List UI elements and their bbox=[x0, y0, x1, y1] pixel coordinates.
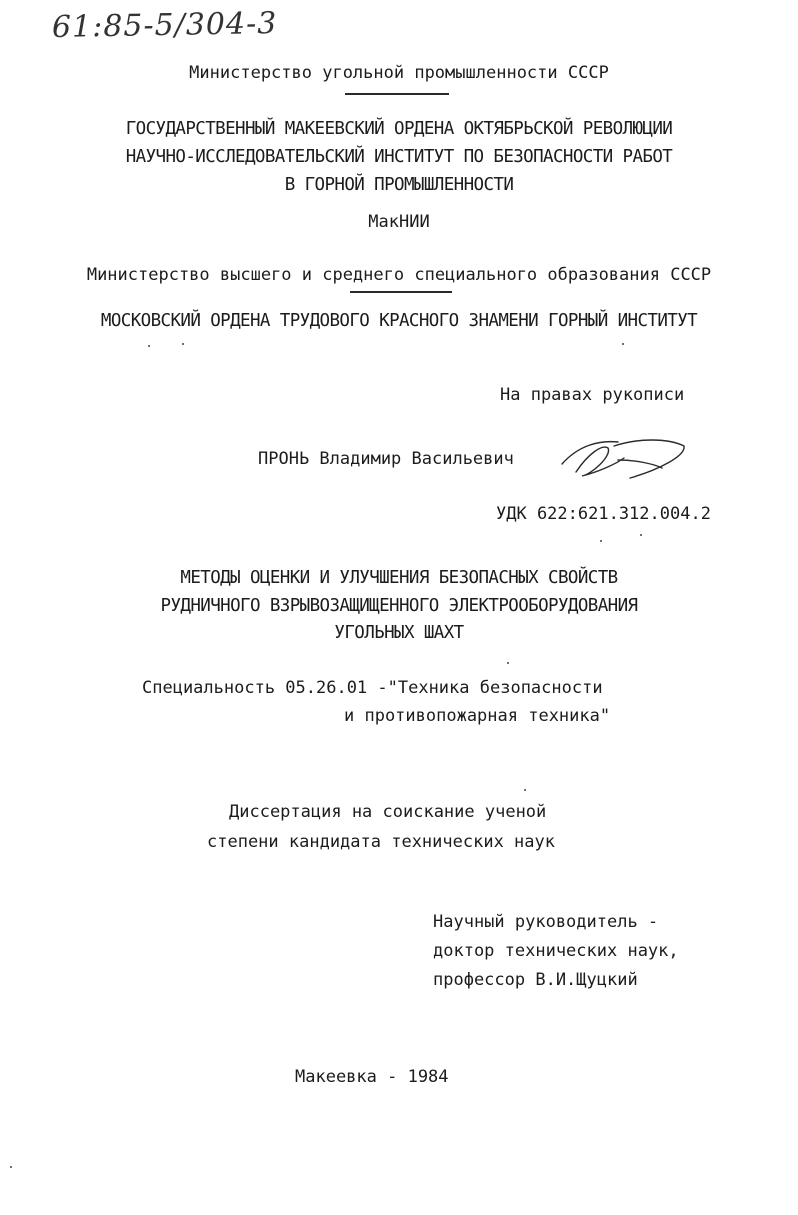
divider-rule bbox=[345, 93, 449, 95]
udk-code: УДК 622:621.312.004.2 bbox=[496, 504, 711, 524]
scan-speck bbox=[507, 662, 509, 664]
title-line-1: МЕТОДЫ ОЦЕНКИ И УЛУЧШЕНИЯ БЕЗОПАСНЫХ СВОЙСТВ bbox=[180, 568, 618, 588]
scan-speck bbox=[600, 540, 602, 542]
title-line-3: УГОЛЬНЫХ ШАХТ bbox=[334, 623, 464, 643]
supervisor-line-1: Научный руководитель - bbox=[433, 912, 659, 932]
ministry-education: Министерство высшего и среднего специального образования СССР bbox=[86, 265, 712, 285]
author-name: ПРОНЬ Владимир Васильевич bbox=[258, 449, 514, 469]
archive-number-handwritten: 61:85-5/304-3 bbox=[51, 6, 278, 45]
institute-1-line-3: В ГОРНОЙ ПРОМЫШЛЕННОСТИ bbox=[284, 175, 514, 195]
scan-speck bbox=[10, 1166, 12, 1168]
scan-speck bbox=[148, 345, 150, 347]
author-signature bbox=[558, 434, 690, 484]
manuscript-rights: На правах рукописи bbox=[500, 385, 685, 405]
scan-speck bbox=[640, 534, 642, 536]
dissertation-line-1: Диссертация на соискание ученой bbox=[229, 802, 547, 822]
specialty-line-2: и противопожарная техника" bbox=[344, 706, 611, 726]
supervisor-line-3: профессор В.И.Щуцкий bbox=[433, 970, 638, 990]
institute-1-abbr: МакНИИ bbox=[368, 212, 430, 232]
place-year: Макеевка - 1984 bbox=[295, 1067, 449, 1087]
specialty-line-1: Специальность 05.26.01 -"Техника безопасности bbox=[142, 678, 603, 698]
institute-2: МОСКОВСКИЙ ОРДЕНА ТРУДОВОГО КРАСНОГО ЗНАМЕНИ ГОРНЫЙ ИНСТИТУТ bbox=[100, 311, 698, 331]
dissertation-line-2: степени кандидата технических наук bbox=[207, 832, 555, 852]
scan-speck bbox=[524, 789, 526, 791]
supervisor-line-2: доктор технических наук, bbox=[433, 941, 679, 961]
scan-speck bbox=[182, 343, 184, 345]
institute-1-line-2: НАУЧНО-ИССЛЕДОВАТЕЛЬСКИЙ ИНСТИТУТ ПО БЕЗОПАСНОСТИ РАБОТ bbox=[125, 147, 673, 167]
scan-speck bbox=[622, 343, 624, 345]
title-line-2: РУДНИЧНОГО ВЗРЫВОЗАЩИЩЕННОГО ЭЛЕКТРООБОРУДОВАНИЯ bbox=[160, 596, 638, 616]
institute-1-line-1: ГОСУДАРСТВЕННЫЙ МАКЕЕВСКИЙ ОРДЕНА ОКТЯБРЬСКОЙ РЕВОЛЮЦИИ bbox=[125, 119, 673, 139]
divider-rule bbox=[350, 291, 452, 293]
ministry-coal: Министерство угольной промышленности СССР bbox=[189, 63, 609, 83]
